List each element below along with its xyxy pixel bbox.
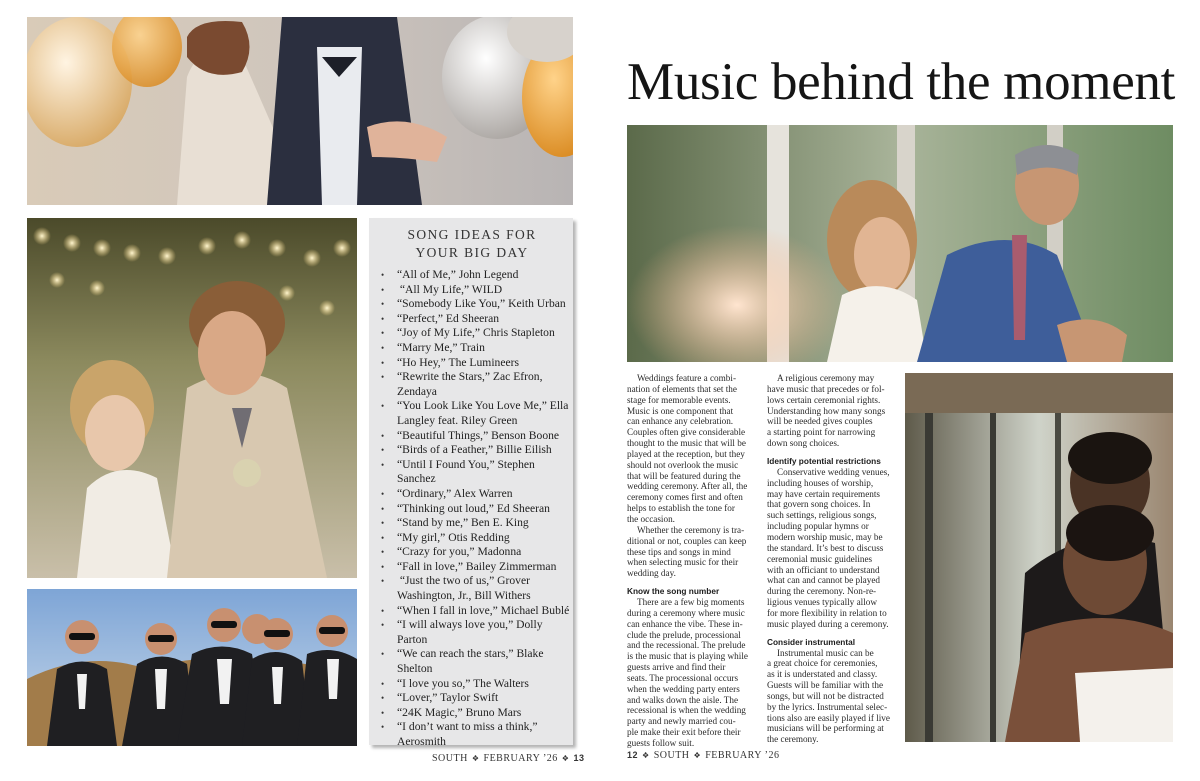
song-line: Parton	[397, 632, 428, 646]
text-line: lows certain ceremonial rights.	[767, 394, 881, 405]
bullet-icon: •	[381, 430, 385, 441]
song-item	[375, 618, 569, 647]
song-line: “Birds of a Feather,” Billie Eilish	[397, 443, 552, 457]
song-ideas-sidebar	[369, 218, 573, 748]
text-line: modern worship music, may be	[767, 531, 883, 542]
song-item	[375, 677, 569, 692]
photo-father-daughter-dance	[627, 125, 1173, 362]
text-line: such settings, religious songs,	[767, 510, 877, 521]
diamond-icon: ❖	[471, 754, 480, 763]
song-item	[375, 429, 569, 444]
text-line: what can and cannot be played	[767, 575, 881, 586]
song-item	[375, 545, 569, 560]
text-line: Consider instrumental	[767, 636, 856, 647]
sidebar-title-line: YOUR BIG DAY	[415, 245, 529, 260]
text-line: will be needed gives couples	[767, 416, 873, 427]
song-line: “Thinking out loud,” Ed Sheeran	[397, 501, 550, 515]
text-line: a starting point for narrowing	[767, 427, 876, 438]
bullet-icon: •	[381, 678, 385, 689]
song-line: “Ordinary,” Alex Warren	[397, 486, 513, 500]
bullet-icon: •	[381, 620, 385, 631]
song-item	[375, 326, 569, 341]
song-item	[375, 297, 569, 312]
bullet-icon: •	[381, 459, 385, 470]
song-line: “All My Life,” WILD	[397, 282, 503, 296]
song-item	[375, 443, 569, 458]
text-line: nation of elements that set the	[627, 383, 737, 394]
song-line: “Joy of My Life,” Chris Stapleton	[397, 326, 555, 340]
text-line: can enhance any celebration.	[627, 416, 734, 427]
song-line: Zendaya	[397, 384, 437, 398]
bullet-icon: •	[381, 372, 385, 383]
text-line: ligious venues typically allow	[767, 597, 877, 608]
text-line: can enhance the vibe. These in-	[627, 618, 743, 629]
text-line: wedding day.	[627, 568, 676, 579]
text-line: Identify potential restrictions	[767, 455, 881, 466]
text-line: Guests will be familiar with the	[767, 680, 884, 691]
text-line: for more flexibility in relation to	[767, 607, 887, 618]
article-column-2	[767, 373, 897, 745]
song-line: “Stand by me,” Ben E. King	[397, 516, 529, 530]
article-column-1	[627, 373, 757, 749]
folio-publication: SOUTH	[653, 750, 690, 761]
text-line: party and newly married cou-	[627, 716, 736, 727]
song-line: “Fall in love,” Bailey Zimmerman	[397, 559, 557, 573]
text-line: seats. The processional occurs	[627, 672, 739, 683]
text-line: ceremonial music guidelines	[767, 553, 873, 564]
bullet-icon: •	[381, 532, 385, 543]
text-line: ditional or not, couples can keep	[627, 535, 747, 546]
text-line: should not overlook the music	[627, 459, 739, 470]
song-item	[375, 706, 569, 721]
diamond-icon: ❖	[642, 751, 650, 760]
bullet-icon: •	[381, 328, 385, 339]
text-line: songs, but will not be distracted	[767, 690, 884, 701]
song-item	[375, 647, 569, 676]
song-item	[375, 341, 569, 356]
text-line: tions also are easily played if live	[767, 712, 890, 723]
song-line: “Perfect,” Ed Sheeran	[397, 311, 500, 325]
folio-right	[627, 750, 779, 761]
bullet-icon: •	[381, 561, 385, 572]
folio-issue: FEBRUARY ’26	[483, 753, 558, 764]
text-line: wedding ceremony. After all, the	[627, 481, 748, 492]
bullet-icon: •	[381, 518, 385, 529]
text-line: Instrumental music can be	[777, 647, 874, 658]
song-item	[375, 268, 569, 283]
song-item	[375, 370, 569, 399]
bullet-icon: •	[381, 401, 385, 412]
text-line: the occasion.	[627, 513, 675, 524]
text-line: when the wedding party enters	[627, 683, 740, 694]
text-line: down song choices.	[767, 438, 840, 449]
text-line: Understanding how many songs	[767, 405, 886, 416]
folio-left	[432, 753, 584, 764]
text-line: played at the reception, but they	[627, 448, 745, 459]
bullet-icon: •	[381, 313, 385, 324]
folio-page-number: 12	[627, 750, 639, 760]
text-line: during the ceremony. Non-re-	[767, 586, 877, 597]
text-line: Weddings feature a combi-	[637, 373, 737, 383]
bullet-icon: •	[381, 503, 385, 514]
photo-groomsmen-sunglasses	[27, 589, 357, 746]
subhead	[767, 456, 897, 467]
bullet-icon: •	[381, 488, 385, 499]
bullet-icon: •	[381, 445, 385, 456]
song-line: Sanchez	[397, 472, 436, 486]
bullet-icon: •	[381, 342, 385, 353]
text-line: guests follow suit.	[627, 738, 695, 748]
paragraph	[627, 373, 757, 525]
text-line: and walks down the aisle. The	[627, 694, 739, 705]
song-line: “I don’t want to miss a think,”	[397, 720, 538, 734]
text-line: thought to the music that will be	[627, 438, 746, 449]
text-line: Music is one component that	[627, 405, 734, 416]
text-line: A religious ceremony may	[777, 373, 875, 383]
song-item	[375, 312, 569, 327]
song-line: “I love you so,” The Walters	[397, 676, 529, 690]
bullet-icon: •	[381, 693, 385, 704]
song-line: “We can reach the stars,” Blake	[397, 647, 544, 661]
song-item	[375, 399, 569, 428]
bullet-icon: •	[381, 299, 385, 310]
song-item	[375, 604, 569, 619]
text-line: a great choice for ceremonies,	[767, 658, 878, 669]
text-line: have music that precedes or fol-	[767, 383, 885, 394]
bullet-icon: •	[381, 284, 385, 295]
text-line: guests arrive and find their	[627, 662, 726, 673]
paragraph	[627, 597, 757, 749]
text-line: recessional is when the wedding	[627, 705, 746, 716]
text-line: with an officiant to understand	[767, 564, 880, 575]
bullet-icon: •	[381, 270, 385, 280]
bullet-icon: •	[381, 547, 385, 558]
song-item	[375, 574, 569, 603]
song-item	[375, 691, 569, 706]
diamond-icon: ❖	[561, 754, 570, 763]
song-line: Shelton	[397, 662, 433, 676]
text-line: clude the prelude, processional	[627, 629, 741, 640]
song-line: “Crazy for you,” Madonna	[397, 545, 522, 559]
song-line: “Beautiful Things,” Benson Boone	[397, 428, 560, 442]
diamond-icon: ❖	[693, 751, 702, 760]
paragraph	[767, 373, 897, 449]
song-line: Washington, Jr., Bill Withers	[397, 589, 531, 603]
subhead	[627, 586, 757, 597]
text-line: Know the song number	[627, 586, 720, 597]
headline: Music behind the moment	[627, 53, 1176, 111]
song-line: “You Look Like You Love Me,” Ella	[397, 399, 569, 413]
text-line: ceremony comes first and often	[627, 492, 743, 503]
text-line: is the music that is playing while	[627, 651, 748, 662]
photo-bride-groom-balloons	[27, 17, 573, 205]
song-line: “24K Magic,” Bruno Mars	[397, 705, 522, 719]
subhead	[767, 637, 897, 648]
song-item	[375, 720, 569, 749]
text-line: Couples often give considerable	[627, 427, 746, 438]
song-item	[375, 487, 569, 502]
text-line: There are a few big moments	[637, 597, 745, 608]
song-line: “Somebody Like You,” Keith Urban	[397, 297, 566, 311]
song-item	[375, 531, 569, 546]
song-item	[375, 560, 569, 575]
sidebar-title-line: SONG IDEAS FOR	[407, 227, 537, 242]
folio-issue: FEBRUARY ’26	[705, 750, 780, 761]
song-line: “My girl,” Otis Redding	[397, 530, 510, 544]
song-item	[375, 283, 569, 298]
song-item	[375, 458, 569, 487]
song-line: “Lover,” Taylor Swift	[397, 691, 499, 705]
text-line: ple make their exit before their	[627, 727, 741, 738]
song-line: Langley feat. Riley Green	[397, 413, 518, 427]
text-line: may have certain requirements	[767, 488, 881, 499]
text-line: stage for memorable events.	[627, 394, 731, 405]
bullet-icon: •	[381, 722, 385, 733]
song-item	[375, 356, 569, 371]
text-line: including houses of worship,	[767, 477, 874, 488]
song-line: Aerosmith	[397, 735, 446, 748]
text-line: and the recessional. The prelude	[627, 640, 746, 651]
song-line: “Marry Me,” Train	[397, 340, 485, 354]
text-line: including popular hymns or	[767, 521, 869, 532]
song-item	[375, 516, 569, 531]
text-line: that govern song choices. In	[767, 499, 871, 510]
bullet-icon: •	[381, 649, 385, 660]
song-line: “Rewrite the Stars,” Zac Efron,	[397, 370, 543, 384]
song-line: “Until I Found You,” Stephen	[397, 457, 535, 471]
text-line: as it is understated and classy.	[767, 669, 878, 680]
paragraph	[767, 648, 897, 746]
song-line: “Ho Hey,” The Lumineers	[397, 355, 520, 369]
text-line: during a ceremony where music	[627, 607, 745, 618]
song-line: “All of Me,” John Legend	[397, 268, 519, 281]
song-item	[375, 502, 569, 517]
song-line: “Just the two of us,” Grover	[397, 574, 530, 588]
song-line: “When I fall in love,” Michael Bublé	[397, 603, 569, 617]
folio-publication: SOUTH	[432, 753, 468, 764]
text-line: music played during a ceremony.	[767, 618, 889, 629]
text-line: by the lyrics. Instrumental selec-	[767, 701, 888, 712]
text-line: the ceremony.	[767, 734, 819, 745]
bullet-icon: •	[381, 707, 385, 718]
text-line: that will be featured during the	[627, 470, 741, 481]
text-line: musicians will be performing at	[767, 723, 884, 734]
bullet-icon: •	[381, 357, 385, 368]
paragraph	[767, 467, 897, 630]
photo-couple-embrace-window	[905, 373, 1173, 742]
paragraph	[627, 525, 757, 579]
bullet-icon: •	[381, 576, 385, 587]
song-line: “I will always love you,” Dolly	[397, 618, 543, 632]
text-line: Conservative wedding venues,	[777, 466, 890, 477]
song-list	[375, 268, 569, 750]
sidebar-title	[375, 226, 569, 262]
bullet-icon: •	[381, 605, 385, 616]
photo-couple-dancing-lights	[27, 218, 357, 578]
text-line: when selecting music for their	[627, 557, 739, 568]
text-line: helps to establish the tone for	[627, 503, 735, 514]
folio-page-number: 13	[573, 753, 585, 763]
text-line: the standard. It’s best to discuss	[767, 542, 884, 553]
text-line: these tips and songs in mind	[627, 546, 731, 557]
text-line: Whether the ceremony is tra-	[637, 524, 745, 535]
